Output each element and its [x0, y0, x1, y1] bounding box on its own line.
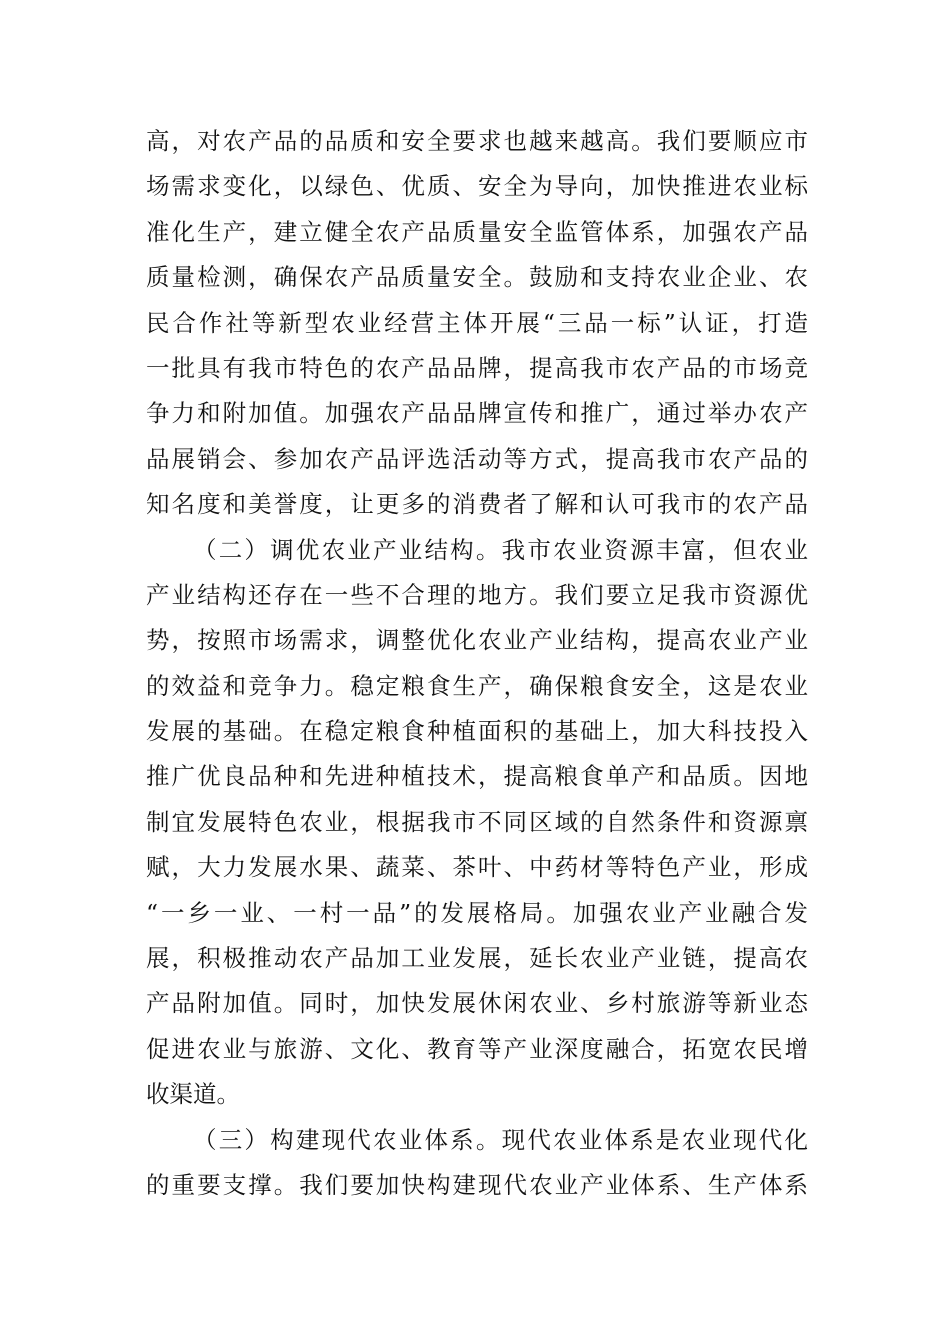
body-text — [146, 119, 808, 1208]
text-line: 赋，大力发展水果、蔬菜、茶叶、中药材等特色产业，形成 — [146, 853, 808, 882]
text-line: 推广优良品种和先进种植技术，提高粮食单产和品质。因地 — [146, 762, 808, 791]
text-line: 收渠道。 — [146, 1080, 240, 1109]
text-line: 发展的基础。在稳定粮食种植面积的基础上，加大科技投入 — [146, 717, 808, 746]
text-line: 产品附加值。同时，加快发展休闲农业、乡村旅游等新业态 — [146, 989, 808, 1018]
text-line: 制宜发展特色农业，根据我市不同区域的自然条件和资源禀 — [146, 807, 808, 836]
text-line: 准化生产，建立健全农产品质量安全监管体系，加强农产品 — [146, 217, 808, 246]
section-heading-line: （三）构建现代农业体系。现代农业体系是农业现代化 — [193, 1125, 808, 1154]
text-line: 场需求变化，以绿色、优质、安全为导向，加快推进农业标 — [146, 172, 808, 201]
text-line: 质量检测，确保农产品质量安全。鼓励和支持农业企业、农 — [146, 263, 808, 292]
text-line: “一乡一业、一村一品”的发展格局。加强农业产业融合发 — [146, 898, 808, 927]
section-heading-line: （二）调优农业产业结构。我市农业资源丰富，但农业 — [193, 535, 808, 564]
paragraph-quality-brand — [146, 119, 808, 528]
text-line: 高，对农产品的品质和安全要求也越来越高。我们要顺应市 — [146, 127, 808, 155]
text-line: 品展销会、参加农产品评选活动等方式，提高我市农产品的 — [146, 444, 808, 473]
text-line: 产业结构还存在一些不合理的地方。我们要立足我市资源优 — [146, 580, 808, 609]
text-line: 知名度和美誉度，让更多的消费者了解和认可我市的农产品 — [146, 490, 808, 519]
text-line: 民合作社等新型农业经营主体开展“三品一标”认证，打造 — [146, 308, 808, 337]
text-line: 势，按照市场需求，调整优化农业产业结构，提高农业产业 — [146, 626, 808, 655]
text-line: 的重要支撑。我们要加快构建现代农业产业体系、生产体系 — [146, 1170, 808, 1199]
text-line: 展，积极推动农产品加工业发展，延长农业产业链，提高农 — [146, 944, 808, 973]
text-line: 争力和附加值。加强农产品品牌宣传和推广，通过举办农产 — [146, 399, 808, 428]
text-line: 促进农业与旅游、文化、教育等产业深度融合，拓宽农民增 — [146, 1034, 808, 1063]
text-line: 一批具有我市特色的农产品品牌，提高我市农产品的市场竞 — [146, 353, 808, 382]
paragraph-industry-structure — [146, 528, 808, 1118]
paragraph-modern-system — [146, 1118, 808, 1209]
text-line: 的效益和竞争力。稳定粮食生产，确保粮食安全，这是农业 — [146, 671, 808, 700]
